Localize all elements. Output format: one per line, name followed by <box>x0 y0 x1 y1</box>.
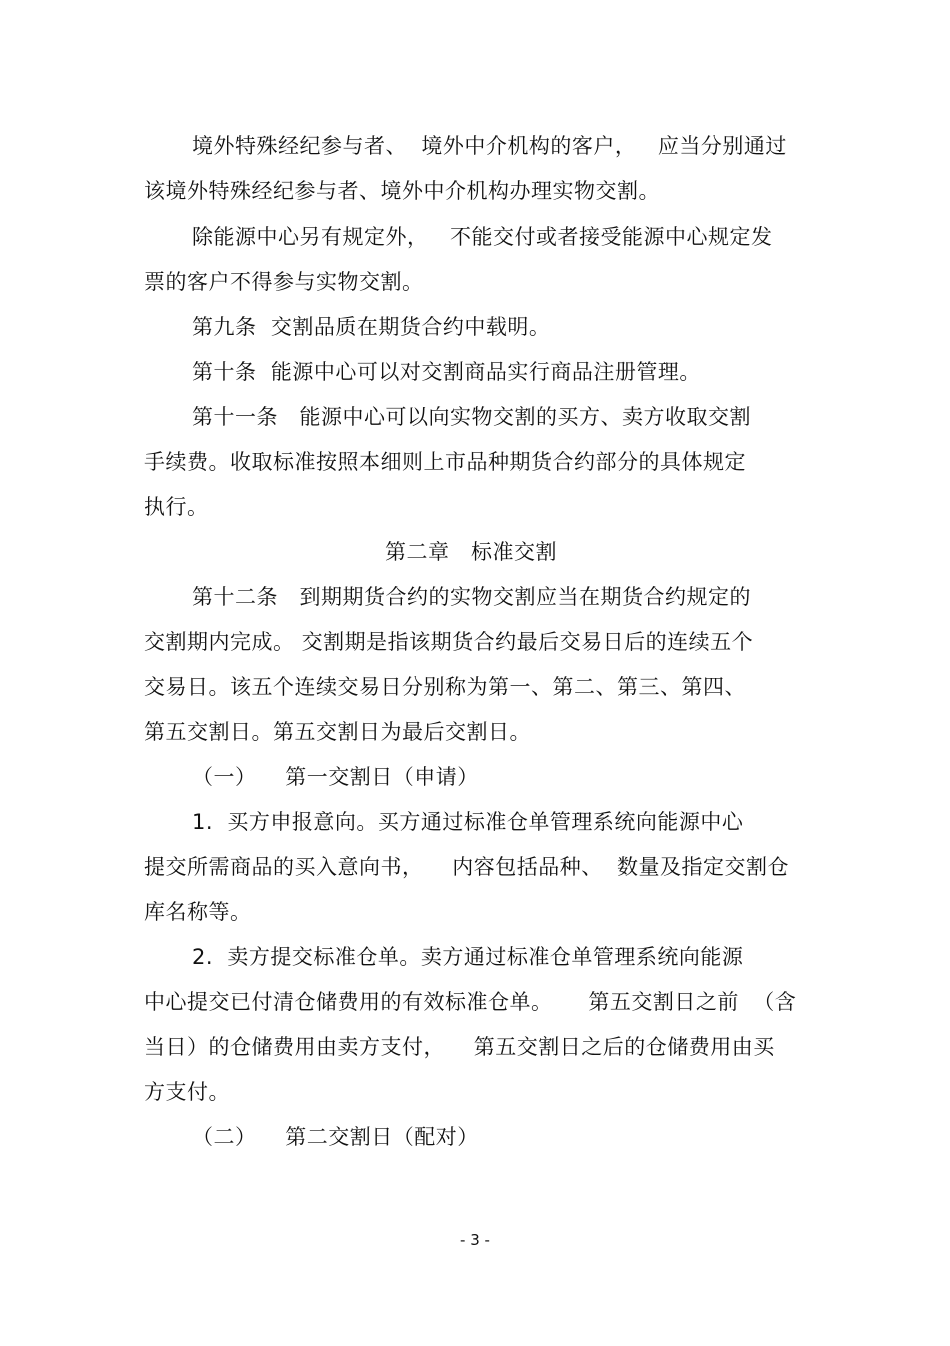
list-item: 2. 卖方提交标准仓单。卖方通过标准仓单管理系统向能源 <box>192 945 744 969</box>
subsection-heading: （一） 第一交割日（申请） <box>192 765 479 789</box>
article-11: 第十一条 能源中心可以向实物交割的买方、卖方收取交割 <box>192 405 752 429</box>
subsection-heading: （二） 第二交割日（配对） <box>192 1125 479 1149</box>
paragraph-line: 库名称等。 <box>144 900 252 924</box>
paragraph-line: 手续费。收取标准按照本细则上市品种期货合约部分的具体规定 <box>144 450 746 474</box>
paragraph-line: 当日）的仓储费用由卖方支付， 第五交割日之后的仓储费用由买 <box>144 1035 775 1059</box>
paragraph-line: 交易日。该五个连续交易日分别称为第一、第二、第三、第四、 <box>144 675 746 699</box>
paragraph-line: 该境外特殊经纪参与者、境外中介机构办理实物交割。 <box>144 179 660 203</box>
paragraph-line: 提交所需商品的买入意向书， 内容包括品种、 数量及指定交割仓 <box>144 855 790 879</box>
paragraph-line: 除能源中心另有规定外， 不能交付或者接受能源中心规定发 <box>192 225 773 249</box>
article-10: 第十条 能源中心可以对交割商品实行商品注册管理。 <box>192 360 701 384</box>
article-12: 第十二条 到期期货合约的实物交割应当在期货合约规定的 <box>192 585 752 609</box>
paragraph-line: 第五交割日。第五交割日为最后交割日。 <box>144 720 531 744</box>
paragraph-line: 交割期内完成。 交割期是指该期货合约最后交易日后的连续五个 <box>144 630 754 654</box>
paragraph-line: 中心提交已付清仓储费用的有效标准仓单。 第五交割日之前 （含 <box>144 990 797 1014</box>
paragraph-line: 执行。 <box>144 495 209 519</box>
list-item: 1. 买方申报意向。买方通过标准仓单管理系统向能源中心 <box>192 810 744 834</box>
paragraph-line: 境外特殊经纪参与者、 境外中介机构的客户， 应当分别通过 <box>192 134 787 158</box>
paragraph-line: 方支付。 <box>144 1080 230 1104</box>
chapter-heading: 第二章 标准交割 <box>385 540 558 564</box>
article-9: 第九条 交割品质在期货合约中载明。 <box>192 315 551 339</box>
page-number: - 3 - <box>460 1231 490 1249</box>
paragraph-line: 票的客户不得参与实物交割。 <box>144 270 424 294</box>
